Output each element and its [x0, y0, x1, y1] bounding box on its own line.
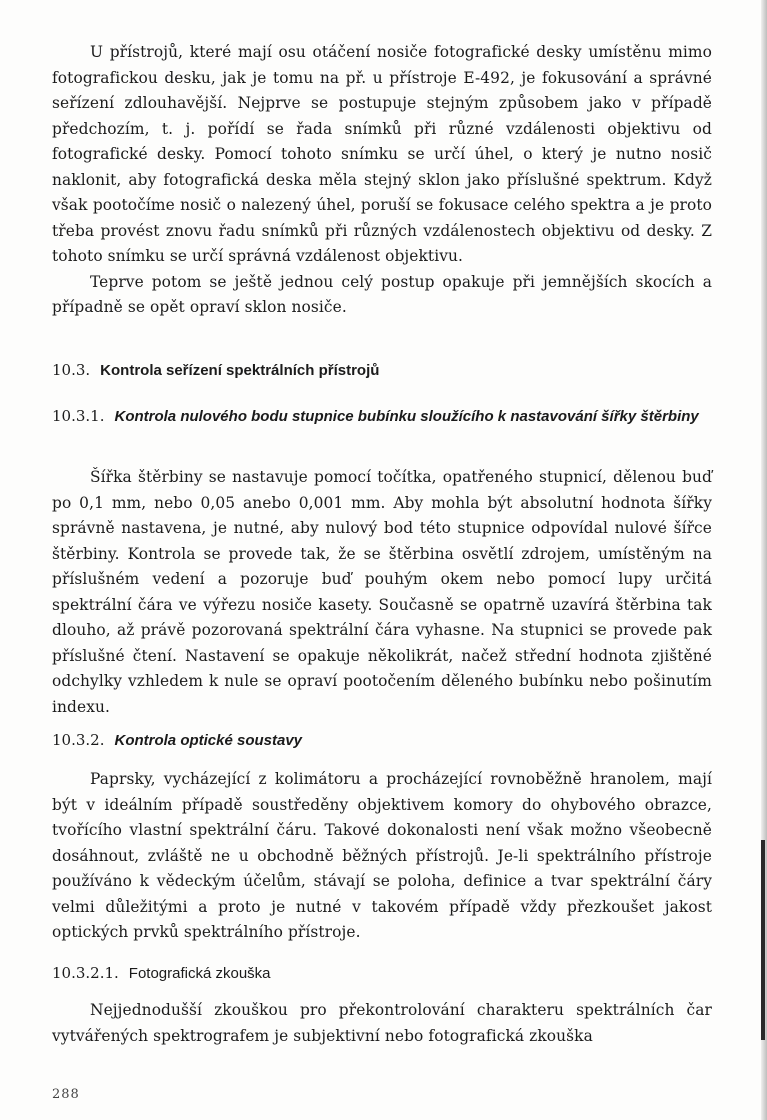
subsubsection-number: 10.3.2.1.: [52, 964, 119, 982]
subsection-heading: [52, 405, 722, 428]
subsubsection-heading: [52, 962, 722, 985]
subsection-title: Kontrola optické soustavy: [114, 732, 303, 749]
paragraph: Nejjednodušší zkouškou pro překontrolování charakteru spektrálních čar vytvářených spektrografem je subjektivní nebo fotografická zkouška: [52, 1001, 712, 1045]
subsection-title: Kontrola nulového bodu stupnice bubínku sloužícího k nastavování šířky štěrbiny: [114, 408, 699, 425]
section-number: 10.3.: [52, 361, 91, 379]
section-heading: [52, 359, 722, 382]
paragraph: U přístrojů, které mají osu otáčení nosiče fotografické desky umístěnu mimo fotografickou desku, jak je tomu na př. u přístroje E-492, je fokusování a správné seřízení zdlouhavější. Nejprve se postupuje stejným způsobem jako v případě předchozím, t. j. pořídí se řada snímků při různé vzdálenosti objektivu od fotografické desky. Pomocí tohoto snímku se určí úhel, o který je nutno nosič naklonit, aby fotografická deska měla stejný sklon jako příslušné spektrum. Když však pootočíme nosič o nalezený úhel, poruší se fokusace celého spektra a je proto třeba provést znovu řadu snímků při různých vzdálenostech objektivu od desky. Z tohoto snímku se určí správná vzdálenost objektivu.: [52, 43, 712, 265]
subsection-number: 10.3.2.: [52, 731, 105, 749]
paragraph: Teprve potom se ještě jednou celý postup opakuje při jemnějších skocích a případně se opět opraví sklon nosiče.: [52, 272, 712, 316]
text-block-intro: [52, 40, 712, 321]
subsubsection-title: Fotografická zkouška: [128, 965, 271, 982]
subsection-heading: [52, 729, 722, 752]
text-block-optics: [52, 767, 712, 946]
page-edge-mark: [761, 840, 765, 1040]
text-block-photo: [52, 998, 712, 1049]
subsection-number: 10.3.1.: [52, 407, 105, 425]
page-number: 288: [52, 1087, 80, 1102]
paragraph: Šířka štěrbiny se nastavuje pomocí točítka, opatřeného stupnicí, dělenou buď po 0,1 mm, nebo 0,05 anebo 0,001 mm. Aby mohla být absolutní hodnota šířky správně nastavena, je nutné, aby nulový bod této stupnice odpovídal nulové šířce štěrbiny. Kontrola se provede tak, že se štěrbina osvětlí zdrojem, umístěným na příslušném vedení a pozoruje buď pouhým okem nebo pomocí lupy určitá spektrální čára ve výřezu nosiče kasety. Současně se opatrně uzavírá štěrbina tak dlouho, až právě pozorovaná spektrální čára vyhasne. Na stupnici se provede pak příslušné čtení. Nastavení se opakuje několikrát, načež střední hodnota zjištěné odchylky vzhledem k nule se opraví pootočením děleného bubínku nebo pošinutím indexu.: [52, 468, 712, 716]
section-title: Kontrola seřízení spektrálních přístrojů: [100, 362, 380, 379]
paragraph: Paprsky, vycházející z kolimátoru a procházející rovnoběžně hranolem, mají být v ideálním případě soustředěny objektivem komory do ohybového obrazce, tvořícího vlastní spektrální čáru. Takové dokonalosti není však možno všeobecně dosáhnout, zvláště ne u obchodně běžných přístrojů. Je-li spektrálního přístroje používáno k vědeckým účelům, stávají se poloha, definice a tvar spektrální čáry velmi důležitými a proto je nutné v takovém případě vždy přezkoušet jakost optických prvků spektrálního přístroje.: [52, 770, 712, 941]
text-block-slit: [52, 465, 712, 720]
